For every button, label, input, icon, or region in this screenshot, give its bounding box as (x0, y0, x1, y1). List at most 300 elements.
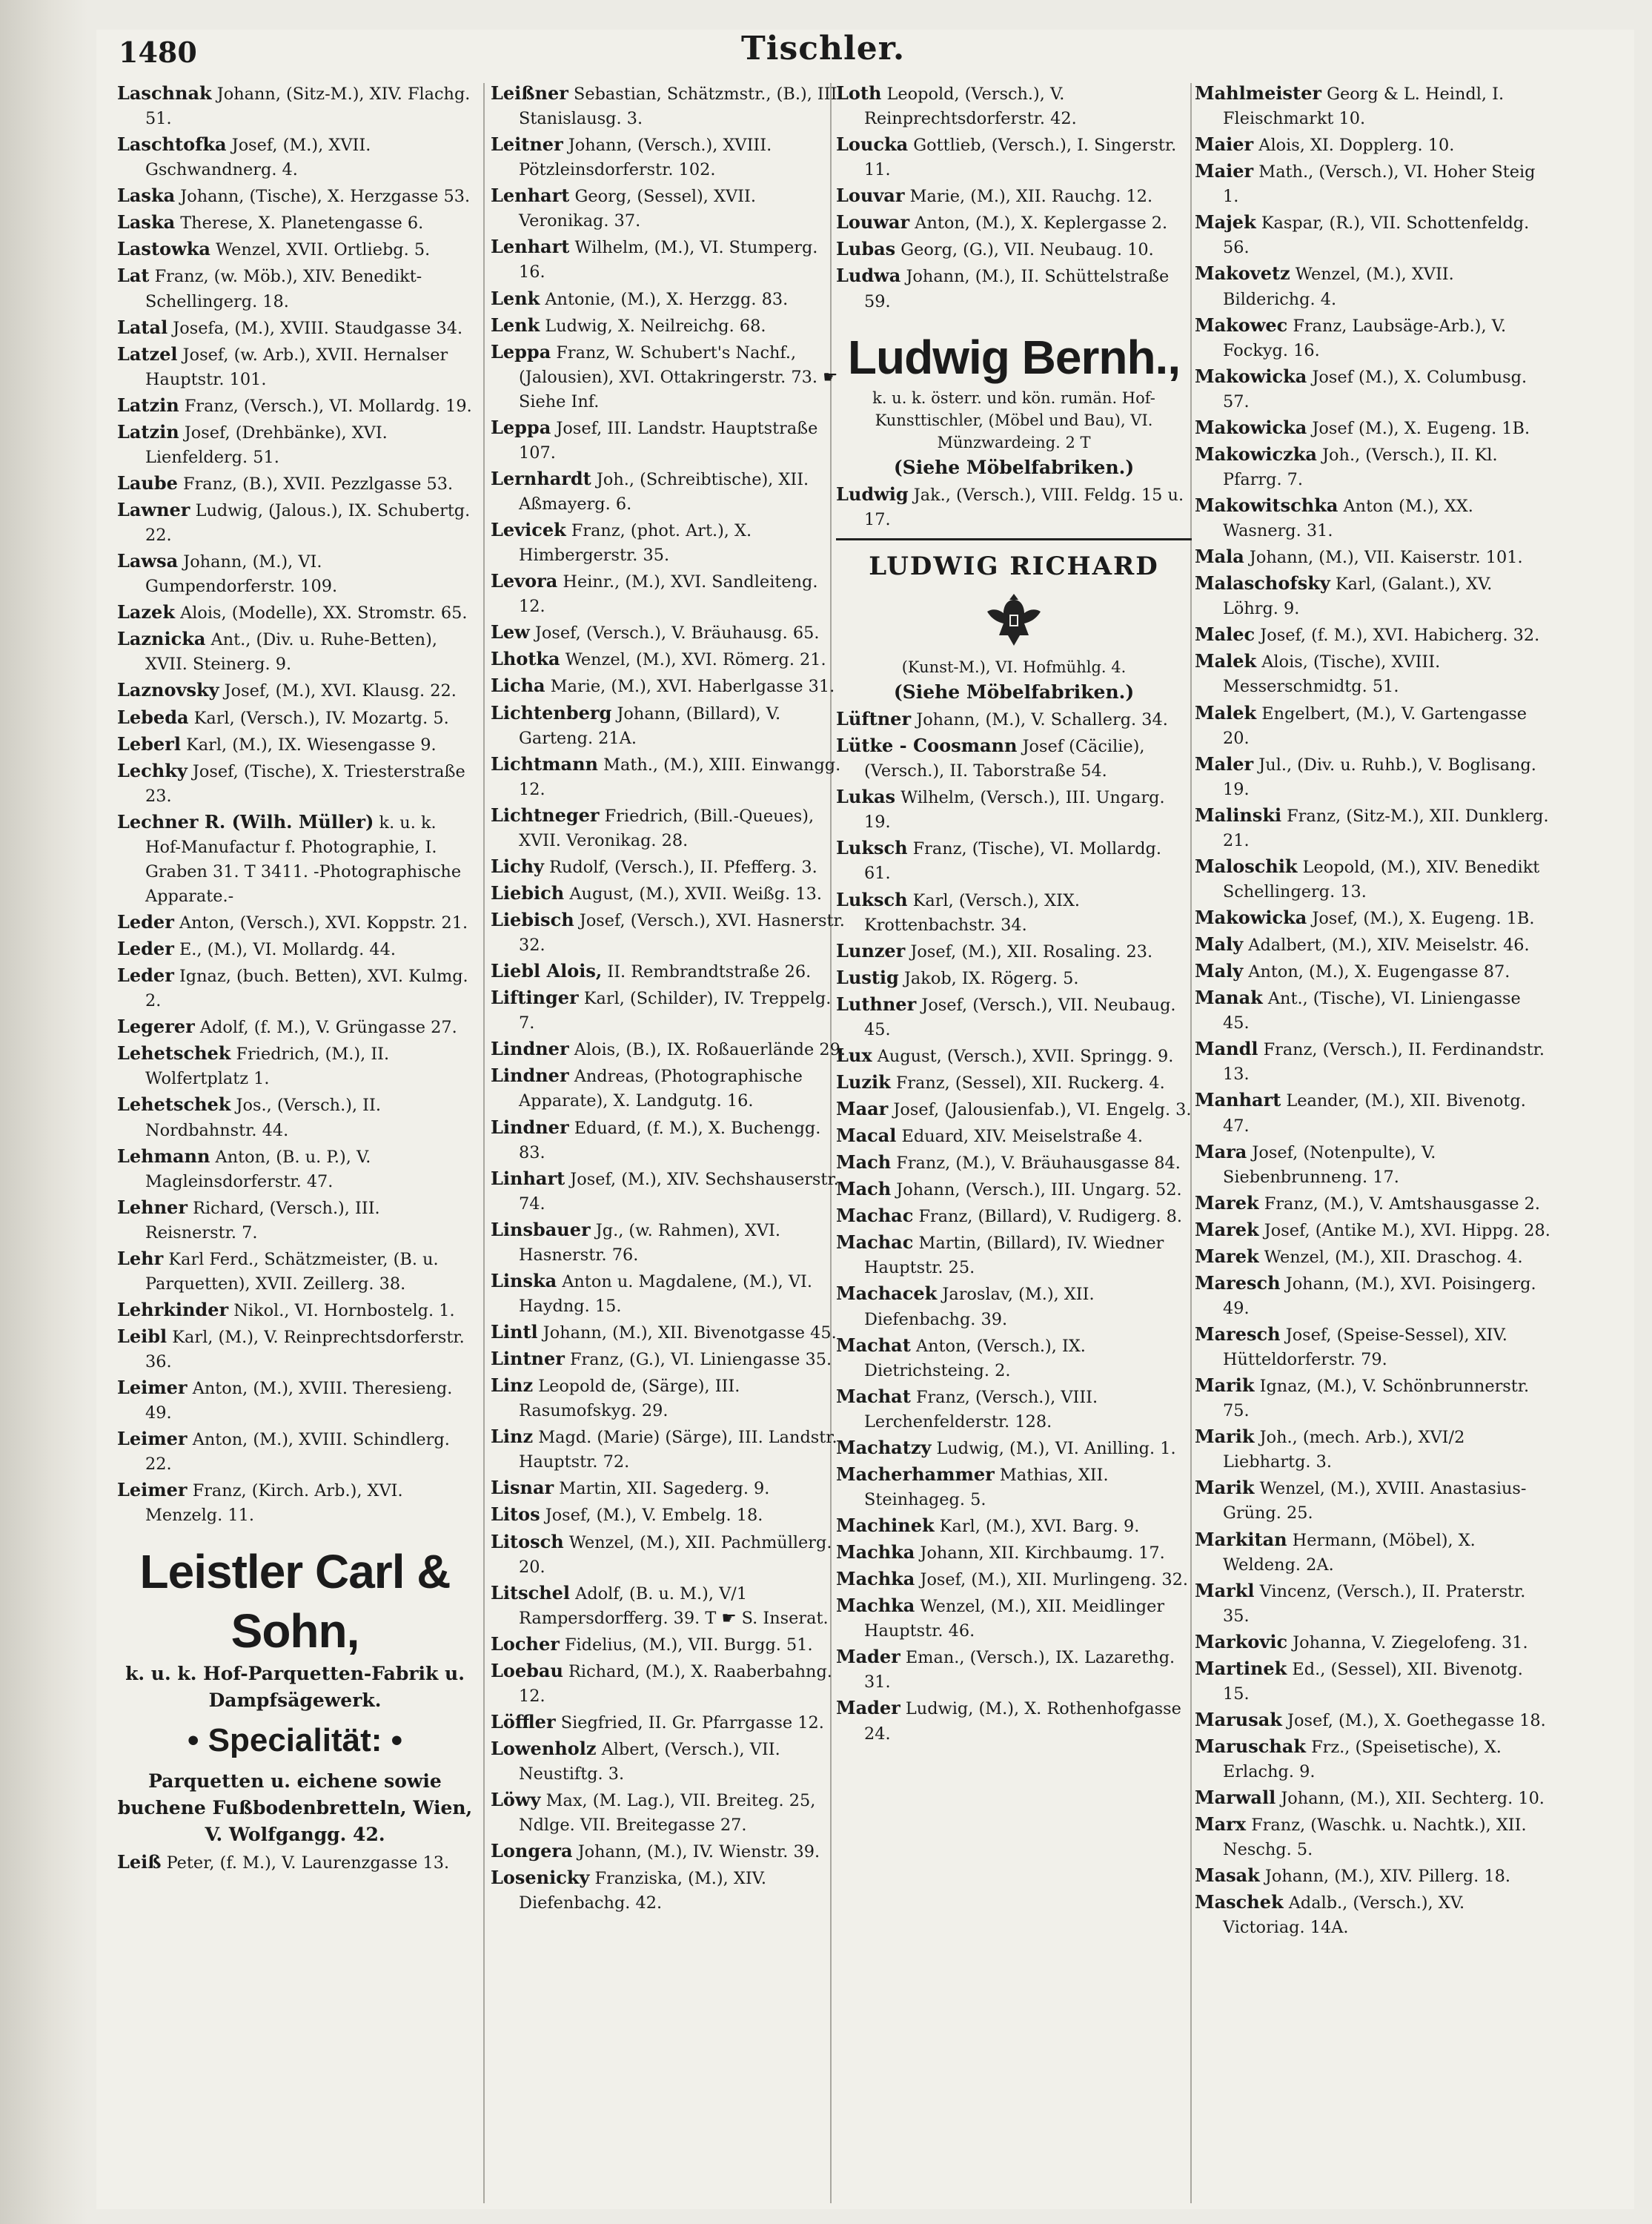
entry-surname: Liebl Alois, (491, 960, 603, 982)
entry-surname: Longera (491, 1840, 573, 1862)
directory-entry (1195, 1190, 1550, 1217)
directory-entry (491, 1631, 846, 1658)
entry-details: Johann, (M.), VII. Kaiserstr. 101. (1244, 548, 1523, 568)
entry-details: Antonie, (M.), X. Herzgg. 83. (540, 289, 789, 309)
directory-entry (117, 1245, 473, 1297)
entry-surname: Makowicka (1195, 365, 1307, 387)
directory-entry (1195, 621, 1550, 648)
entry-details: Ludwig, (M.), VI. Anilling. 1. (931, 1438, 1176, 1458)
entry-details: Jos., (Versch.), II. Nordbahnstr. 44. (145, 1096, 381, 1140)
entry-surname: Majek (1195, 211, 1256, 234)
entry-surname: Loebau (491, 1659, 563, 1681)
entry-details: Marie, (M.), XVI. Haberlgasse 31. (545, 677, 835, 697)
entry-surname: Linsbauer (491, 1218, 591, 1240)
entry-details: Joh., (Schreibtische), XII. Aßmayerg. 6. (519, 469, 809, 514)
directory-entry (836, 1539, 1192, 1566)
entry-surname: Leitner (491, 133, 563, 156)
entry-surname: Laznicka (117, 628, 206, 650)
entry-details: Ignaz, (buch. Betten), XVI. Kulmg. 2. (145, 967, 468, 1011)
directory-entry (491, 984, 846, 1036)
directory-entry (491, 1735, 846, 1787)
entry-details: Heinr., (M.), XVI. Sandleiteng. 12. (519, 572, 818, 617)
directory-entry (836, 784, 1192, 835)
entry-surname: Mach (836, 1178, 892, 1200)
entry-surname: Machka (836, 1568, 915, 1590)
directory-entry (1195, 1578, 1550, 1629)
directory-entry (491, 1864, 846, 1916)
entry-details: Albert, (Versch.), VII. Neustiftg. 3. (519, 1740, 780, 1784)
entry-surname: Leimer (117, 1479, 188, 1501)
directory-entry (1195, 1036, 1550, 1087)
entry-details: Johann, (Versch.), XVIII. Pötzleinsdorferstr. 102. (519, 136, 772, 180)
entry-surname: Makovetz (1195, 262, 1290, 285)
entry-details: Franz, (G.), VI. Liniengasse 35. (564, 1350, 832, 1370)
entry-details: Engelbert, (M.), V. Gartengasse 20. (1223, 704, 1527, 748)
entry-surname: Malek (1195, 701, 1257, 724)
entry-surname: Ludwa (836, 265, 901, 287)
entry-surname: Lichtmann (491, 752, 598, 775)
entry-details: Eman., (Versch.), IX. Lazarethg. 31. (864, 1648, 1175, 1692)
entry-surname: Marek (1195, 1245, 1259, 1267)
directory-entry (117, 80, 473, 131)
directory-column-4 (1195, 80, 1550, 2200)
entry-details: Karl, (Schilder), IV. Treppelg. 7. (519, 989, 832, 1033)
leistler-ad-line1: k. u. k. Hof-Parquetten-Fabrik u. Dampfsägewerk. (125, 1662, 465, 1711)
directory-entry (1195, 543, 1550, 570)
entry-details: Franz, (Kirch. Arb.), XVI. Menzelg. 11. (145, 1481, 403, 1526)
entry-surname: Levora (491, 570, 558, 592)
directory-entry (117, 262, 473, 314)
entry-surname: Lütke - Coosmann (836, 735, 1018, 757)
directory-entry (1195, 1811, 1550, 1862)
entry-details: Karl, (Versch.), IV. Mozartg. 5. (188, 708, 449, 728)
directory-entry (1195, 363, 1550, 414)
entry-surname: Mala (1195, 546, 1244, 568)
entry-surname: Lazek (117, 601, 175, 623)
entry-details: Franz, (Waschk. u. Nachtk.), XII. Neschg. 5. (1223, 1816, 1527, 1860)
directory-entry (117, 1426, 473, 1477)
entry-surname: Legerer (117, 1016, 195, 1038)
entry-surname: Machacek (836, 1283, 938, 1305)
entry-surname: Ludwig (836, 483, 909, 506)
leistler-ad-name: Leistler Carl & Sohn, (139, 1544, 451, 1658)
entry-surname: Markitan (1195, 1528, 1287, 1550)
entry-details: Ludwig, (M.), X. Rothenhofgasse 24. (864, 1699, 1181, 1744)
entry-details: Josef, (Versch.), V. Bräuhausg. 65. (529, 623, 820, 643)
directory-entry (491, 1114, 846, 1165)
entry-surname: Manhart (1195, 1089, 1281, 1111)
entry-surname: Lintl (491, 1321, 538, 1343)
entry-details: Josef, (Notenpulte), V. Siebenbrunneng. 17. (1223, 1142, 1436, 1187)
entry-details: Georg & L. Heindl, I. Fleischmarkt 10. (1223, 85, 1505, 129)
entry-details: Siegfried, II. Gr. Pfarrgasse 12. (555, 1712, 824, 1732)
entry-surname: Leiß (117, 1850, 162, 1873)
entry-surname: Lehner (117, 1196, 188, 1218)
directory-entry (491, 802, 846, 853)
entry-details: Friedrich, (Bill.-Queues), XVII. Veronikag. 28. (519, 806, 815, 850)
entry-details: Eduard, (f. M.), X. Buchengg. 83. (519, 1118, 821, 1162)
directory-entry (491, 234, 846, 285)
directory-entry (117, 626, 473, 677)
entry-surname: Mach (836, 1151, 892, 1174)
entry-details: Georg, (G.), VII. Neubaug. 10. (895, 240, 1154, 260)
directory-entry (836, 1069, 1192, 1096)
entry-surname: Maloschik (1195, 855, 1298, 877)
directory-entry (836, 1695, 1192, 1746)
entry-surname: Latzin (117, 420, 179, 443)
entry-surname: Latzel (117, 342, 178, 365)
directory-entry (1195, 958, 1550, 984)
entry-details: Josef (M.), X. Eugeng. 1B. (1307, 418, 1530, 438)
entry-details: Rudolf, (Versch.), II. Pfefferg. 3. (544, 857, 817, 877)
directory-entry (117, 470, 473, 497)
entry-details: Josef, (Versch.), VII. Neubaug. 45. (864, 995, 1176, 1039)
directory-entry (836, 209, 1192, 236)
entry-details: Anton (M.), XX. Wasnerg. 31. (1223, 497, 1473, 541)
entry-surname: Louvar (836, 185, 905, 207)
entry-details: Martin, XII. Sagederg. 9. (554, 1479, 770, 1499)
directory-entry (836, 1512, 1192, 1539)
entry-surname: Lindner (491, 1116, 569, 1138)
directory-entry (836, 887, 1192, 938)
entry-surname: Maresch (1195, 1271, 1281, 1294)
directory-entry (1195, 904, 1550, 931)
entry-surname: Laube (117, 471, 178, 494)
entry-surname: Makowec (1195, 314, 1288, 336)
entry-surname: Mader (836, 1697, 900, 1719)
entry-details: Josef, (Speise-Sessel), XIV. Hütteldorferstr. 79. (1223, 1326, 1507, 1370)
directory-entry (491, 1580, 846, 1631)
directory-entry (117, 599, 473, 626)
entry-details: Josef, (Drehbänke), XVI. Lienfelderg. 51. (145, 423, 388, 467)
entry-details: Anton, (M.), XVIII. Theresieng. 49. (145, 1379, 453, 1423)
directory-entry (836, 732, 1192, 784)
entry-surname: Liebich (491, 881, 565, 904)
entry-details: Josef, (M.), XIV. Sechshauserstr. 74. (519, 1169, 839, 1214)
entry-surname: Maier (1195, 160, 1254, 182)
entry-details: Johann, (M.), VI. Gumpendorferstr. 109. (145, 552, 338, 597)
entry-details: Franz, (Tische), VI. Mollardg. 61. (864, 839, 1162, 884)
entry-details: Johanna, V. Ziegelofeng. 31. (1287, 1632, 1528, 1652)
entry-surname: Lowenholz (491, 1738, 597, 1759)
entry-details: Leopold de, (Särge), III. Rasumofskyg. 29. (519, 1377, 740, 1421)
entry-details: Fidelius, (M.), VII. Burgg. 51. (559, 1635, 813, 1655)
directory-entry (1195, 700, 1550, 751)
entry-details: Wenzel, (M.), XVII. Bilderichg. 4. (1223, 265, 1454, 309)
directory-entry (836, 1644, 1192, 1695)
entry-surname: Leder (117, 911, 174, 933)
directory-entry (836, 1434, 1192, 1461)
directory-entry (491, 1062, 846, 1113)
entry-surname: Lastowka (117, 238, 210, 260)
entry-surname: Lichtenberg (491, 701, 612, 724)
entry-details: Adalb., (Versch.), XV. Victoriag. 14A. (1223, 1893, 1465, 1938)
directory-entry (117, 936, 473, 962)
entry-surname: Lisnar (491, 1477, 554, 1499)
entry-surname: Machac (836, 1205, 914, 1227)
entry-details: Anton, (B. u. P.), V. Magleinsdorferstr. 47. (145, 1147, 371, 1191)
directory-entry (117, 1143, 473, 1194)
directory-entry (117, 809, 473, 909)
entry-details: Ludwig, (Jalous.), IX. Schubertg. 22. (145, 501, 471, 546)
directory-entry (1195, 648, 1550, 699)
entry-details: Leander, (M.), XII. Bivenotg. 47. (1223, 1091, 1526, 1136)
entry-details: Ignaz, (M.), V. Schönbrunnerstr. 75. (1223, 1377, 1530, 1421)
entry-details: Wenzel, (M.), XII. Draschog. 4. (1258, 1247, 1523, 1267)
directory-entry (491, 1709, 846, 1735)
directory-entry (491, 700, 846, 751)
directory-entry (836, 1042, 1192, 1069)
entry-details: Math., (M.), XIII. Einwangg. 12. (519, 755, 841, 799)
entry-surname: Laschtofka (117, 133, 227, 156)
entry-details: Josef (M.), X. Columbusg. 57. (1223, 367, 1527, 411)
directory-entry (491, 1217, 846, 1268)
entry-surname: Manak (1195, 987, 1263, 1009)
directory-entry (491, 285, 846, 312)
entry-details: Josef, (M.), X. Goethegasse 18. (1281, 1710, 1546, 1730)
entry-surname: Luksch (836, 837, 908, 859)
directory-entry (117, 1849, 473, 1876)
entry-details: Peter, (f. M.), V. Laurenzgasse 13. (161, 1853, 450, 1873)
entry-surname: Marik (1195, 1426, 1255, 1448)
entry-details: Richard, (M.), X. Raaberbahng. 12. (519, 1661, 832, 1706)
entry-surname: Locher (491, 1632, 560, 1655)
directory-entry (117, 1013, 473, 1040)
entry-surname: Leder (117, 938, 174, 960)
entry-surname: Macal (836, 1125, 897, 1147)
ludwig-bernh-ad-text: k. u. k. österr. und kön. rumän. Hof-Kunsttischler, (Möbel und Bau), VI. Münzwardeing. 2 T (872, 388, 1155, 452)
entry-surname: Licha (491, 675, 545, 697)
entry-details: Wenzel, (M.), XII. Meidlinger Hauptstr. 46. (864, 1597, 1165, 1641)
directory-entry (1195, 260, 1550, 311)
entry-details: Wenzel, XVII. Ortliebg. 5. (210, 240, 431, 260)
entry-surname: Linz (491, 1426, 534, 1448)
entry-details: Franz, (Sitz-M.), XII. Dunklerg. 21. (1223, 806, 1549, 850)
entry-details: Franz, Laubsäge-Arb.), V. Fockyg. 16. (1223, 316, 1507, 360)
entry-surname: Litosch (491, 1530, 564, 1552)
entry-surname: Markl (1195, 1579, 1255, 1601)
entry-details: Anton, (M.), XVIII. Schindlerg. 22. (145, 1430, 450, 1475)
entry-surname: Malinski (1195, 804, 1282, 826)
entry-details: Josef, (M.), XVII. Gschwandnerg. 4. (145, 136, 371, 180)
directory-entry (836, 1096, 1192, 1122)
entry-surname: Lat (117, 265, 150, 287)
directory-entry (491, 1165, 846, 1217)
entry-surname: Lhotka (491, 648, 560, 670)
entry-details: Sebastian, Schätzmstr., (B.), III. Stanislausg. 3. (519, 85, 843, 129)
directory-entry (1195, 80, 1550, 131)
directory-entry (1195, 1526, 1550, 1578)
entry-details: Franz, (M.), V. Bräuhausgasse 84. (891, 1154, 1181, 1174)
directory-entry (117, 497, 473, 548)
entry-details: Nikol., VI. Hornbostelg. 1. (228, 1300, 455, 1320)
directory-entry (117, 1091, 473, 1142)
directory-entry (117, 1297, 473, 1323)
entry-details: Jul., (Div. u. Ruhb.), V. Boglisang. 19. (1223, 755, 1536, 799)
directory-entry (836, 182, 1192, 209)
directory-entry (836, 236, 1192, 262)
entry-surname: Lukas (836, 786, 896, 808)
entry-surname: Marwall (1195, 1787, 1276, 1809)
entry-surname: Lux (836, 1044, 872, 1066)
ludwig-richard-ad-text: (Kunst-M.), VI. Hofmühlg. 4. (901, 658, 1127, 677)
directory-entry (1195, 802, 1550, 853)
entry-surname: Macherhammer (836, 1463, 995, 1485)
entry-details: Jg., (w. Rahmen), XVI. Hasnerstr. 76. (519, 1220, 780, 1265)
entry-details: Karl, (M.), IX. Wiesengasse 9. (180, 735, 437, 755)
directory-entry (491, 1658, 846, 1709)
imperial-eagle-icon (984, 589, 1044, 656)
entry-details: Wilhelm, (Versch.), III. Ungarg. 19. (864, 788, 1165, 833)
directory-entry (1195, 1139, 1550, 1190)
entry-surname: Makowicka (1195, 907, 1307, 928)
directory-entry (491, 80, 846, 131)
directory-entry (491, 1036, 846, 1062)
entry-surname: Litschel (491, 1581, 571, 1604)
entry-details: Franz, (Versch.), VI. Mollardg. 19. (179, 396, 472, 416)
entry-surname: Lenhart (491, 185, 570, 207)
directory-entry (117, 182, 473, 209)
entry-details: Alois, (Modelle), XX. Stromstr. 65. (174, 603, 468, 623)
directory-entry (117, 962, 473, 1013)
directory-entry (836, 938, 1192, 964)
entry-surname: Laska (117, 211, 176, 234)
directory-entry (117, 731, 473, 758)
entry-details: Leopold, (Versch.), V. Reinprechtsdorferstr. 42. (864, 85, 1077, 129)
directory-entry (491, 1268, 846, 1319)
directory-entry (117, 236, 473, 262)
entry-details: Johann, (M.), IV. Wienstr. 39. (572, 1842, 820, 1862)
entry-surname: Malaschofsky (1195, 572, 1330, 595)
entry-details: Josef, (w. Arb.), XVII. Hernalser Hauptstr. 101. (145, 345, 448, 389)
entry-surname: Marusak (1195, 1708, 1282, 1730)
entry-surname: Lenk (491, 314, 540, 336)
entry-surname: Leimer (117, 1428, 188, 1450)
directory-entry (117, 1040, 473, 1091)
entry-surname: Lindner (491, 1065, 569, 1087)
entry-details: Josef, (M.), XVI. Klausg. 22. (219, 681, 457, 701)
directory-entry (117, 341, 473, 392)
directory-entry (836, 481, 1192, 532)
directory-entry (117, 548, 473, 599)
ludwig-bernh-ad-note: (Siehe Möbelfabriken.) (893, 456, 1135, 478)
entry-details: Friedrich, (M.), II. Wolfertplatz 1. (145, 1045, 390, 1089)
directory-entry (1195, 414, 1550, 441)
leistler-ad-specialty: • Specialität: • (188, 1722, 402, 1758)
entry-details: Wenzel, (M.), XII. Pachmüllerg. 20. (519, 1532, 832, 1577)
entry-details: II. Rembrandtstraße 26. (602, 962, 812, 982)
directory-entry (491, 182, 846, 234)
entry-surname: Marik (1195, 1374, 1255, 1397)
entry-details: Franz, (w. Möb.), XIV. Benedikt-Schellingerg. 18. (145, 267, 422, 311)
entry-surname: Martinek (1195, 1657, 1287, 1679)
entry-surname: Marek (1195, 1191, 1259, 1214)
entry-details: Adolf, (f. M.), V. Grüngasse 27. (194, 1018, 457, 1038)
directory-entry (491, 853, 846, 880)
directory-entry (1195, 1862, 1550, 1889)
entry-surname: Markovic (1195, 1630, 1288, 1652)
directory-entry (1195, 492, 1550, 543)
directory-entry (1195, 570, 1550, 621)
directory-entry (836, 991, 1192, 1042)
entry-surname: Lernhardt (491, 467, 591, 489)
entry-surname: Lawner (117, 499, 190, 520)
entry-surname: Litos (491, 1503, 540, 1526)
directory-entry (491, 466, 846, 517)
entry-details: Josef, (Tische), X. Triesterstraße 23. (145, 761, 465, 806)
entry-surname: Lehrkinder (117, 1298, 229, 1320)
entry-surname: Luksch (836, 888, 908, 910)
entry-details: Anton, (Versch.), IX. Dietrichsteing. 2. (864, 1336, 1086, 1380)
directory-entry (491, 751, 846, 802)
entry-surname: Lüftner (836, 708, 912, 730)
directory-entry (1195, 1372, 1550, 1423)
directory-entry (1195, 312, 1550, 363)
entry-surname: Leibl (117, 1326, 167, 1347)
entry-surname: Mader (836, 1646, 900, 1668)
entry-details: Vincenz, (Versch.), II. Praterstr. 35. (1223, 1581, 1526, 1626)
entry-details: Frz., (Speisetische), X. Erlachg. 9. (1223, 1738, 1502, 1782)
entry-surname: Lebeda (117, 706, 189, 728)
directory-entry (1195, 1475, 1550, 1526)
page-number: 1480 (119, 36, 197, 69)
entry-details: k. u. k. Hof-Manufactur f. Photographie, I. Graben 31. T 3411. -Photographische Apparate.- (145, 813, 462, 906)
entry-details: Josef, (M.), V. Embelg. 18. (540, 1506, 763, 1526)
entry-details: Hermann, (Möbel), X. Weldeng. 2A. (1223, 1530, 1476, 1575)
directory-entry (1195, 1270, 1550, 1321)
entry-details: Josef (Cäcilie), (Versch.), II. Taborstraße 54. (864, 737, 1145, 781)
entry-details: Gottlieb, (Versch.), I. Singerstr. 11. (864, 136, 1177, 180)
directory-entry (1195, 984, 1550, 1036)
entry-details: Josefa, (M.), XVIII. Staudgasse 34. (167, 318, 463, 338)
entry-surname: Lechner R. (Wilh. Müller) (117, 810, 374, 833)
entry-surname: Maresch (1195, 1323, 1281, 1345)
directory-entry (491, 312, 846, 339)
entry-surname: Mahlmeister (1195, 82, 1321, 104)
entry-surname: Masak (1195, 1864, 1260, 1887)
directory-entry (491, 517, 846, 568)
entry-surname: Machka (836, 1595, 915, 1617)
entry-details: Anton, (M.), X. Eugengasse 87. (1243, 962, 1510, 982)
entry-surname: Machat (836, 1385, 911, 1407)
entry-details: Johann, (M.), XII. Sechterg. 10. (1276, 1789, 1545, 1809)
directory-entry (491, 646, 846, 672)
entry-surname: Laznovsky (117, 679, 219, 701)
entry-details: Josef, (f. M.), XVI. Habicherg. 32. (1255, 626, 1540, 646)
entry-surname: Maly (1195, 933, 1244, 956)
entry-details: Johann, (M.), XIV. Pillerg. 18. (1259, 1867, 1510, 1887)
directory-entry (1195, 1243, 1550, 1270)
entry-details: Alois, (Tische), XVIII. Messerschmidtg. 51. (1223, 652, 1441, 697)
running-head: Tischler. (741, 30, 906, 67)
directory-entry (1195, 131, 1550, 158)
entry-details: Kaspar, (R.), VII. Schottenfeldg. 56. (1223, 214, 1530, 258)
entry-details: Franz, (Billard), V. Rudigerg. 8. (913, 1207, 1183, 1227)
entry-details: Johann, (M.), XII. Bivenotgasse 45. (537, 1323, 837, 1343)
entry-surname: Maier (1195, 133, 1254, 156)
directory-column-3 (836, 80, 1192, 2200)
entry-details: Math., (Versch.), VI. Hoher Steig 1. (1223, 162, 1536, 207)
entry-surname: Lehr (117, 1247, 164, 1269)
directory-entry (1195, 158, 1550, 209)
entry-details: Josef, (Jalousienfab.), VI. Engelg. 3. (888, 1100, 1192, 1120)
directory-entry (836, 262, 1192, 314)
directory-entry (836, 1280, 1192, 1331)
entry-details: Johann, (M.), II. Schüttelstraße 59. (864, 267, 1170, 311)
entry-details: Anton u. Magdalene, (M.), VI. Haydng. 15. (519, 1271, 813, 1316)
directory-entry (491, 1501, 846, 1528)
entry-surname: Lichy (491, 855, 544, 877)
